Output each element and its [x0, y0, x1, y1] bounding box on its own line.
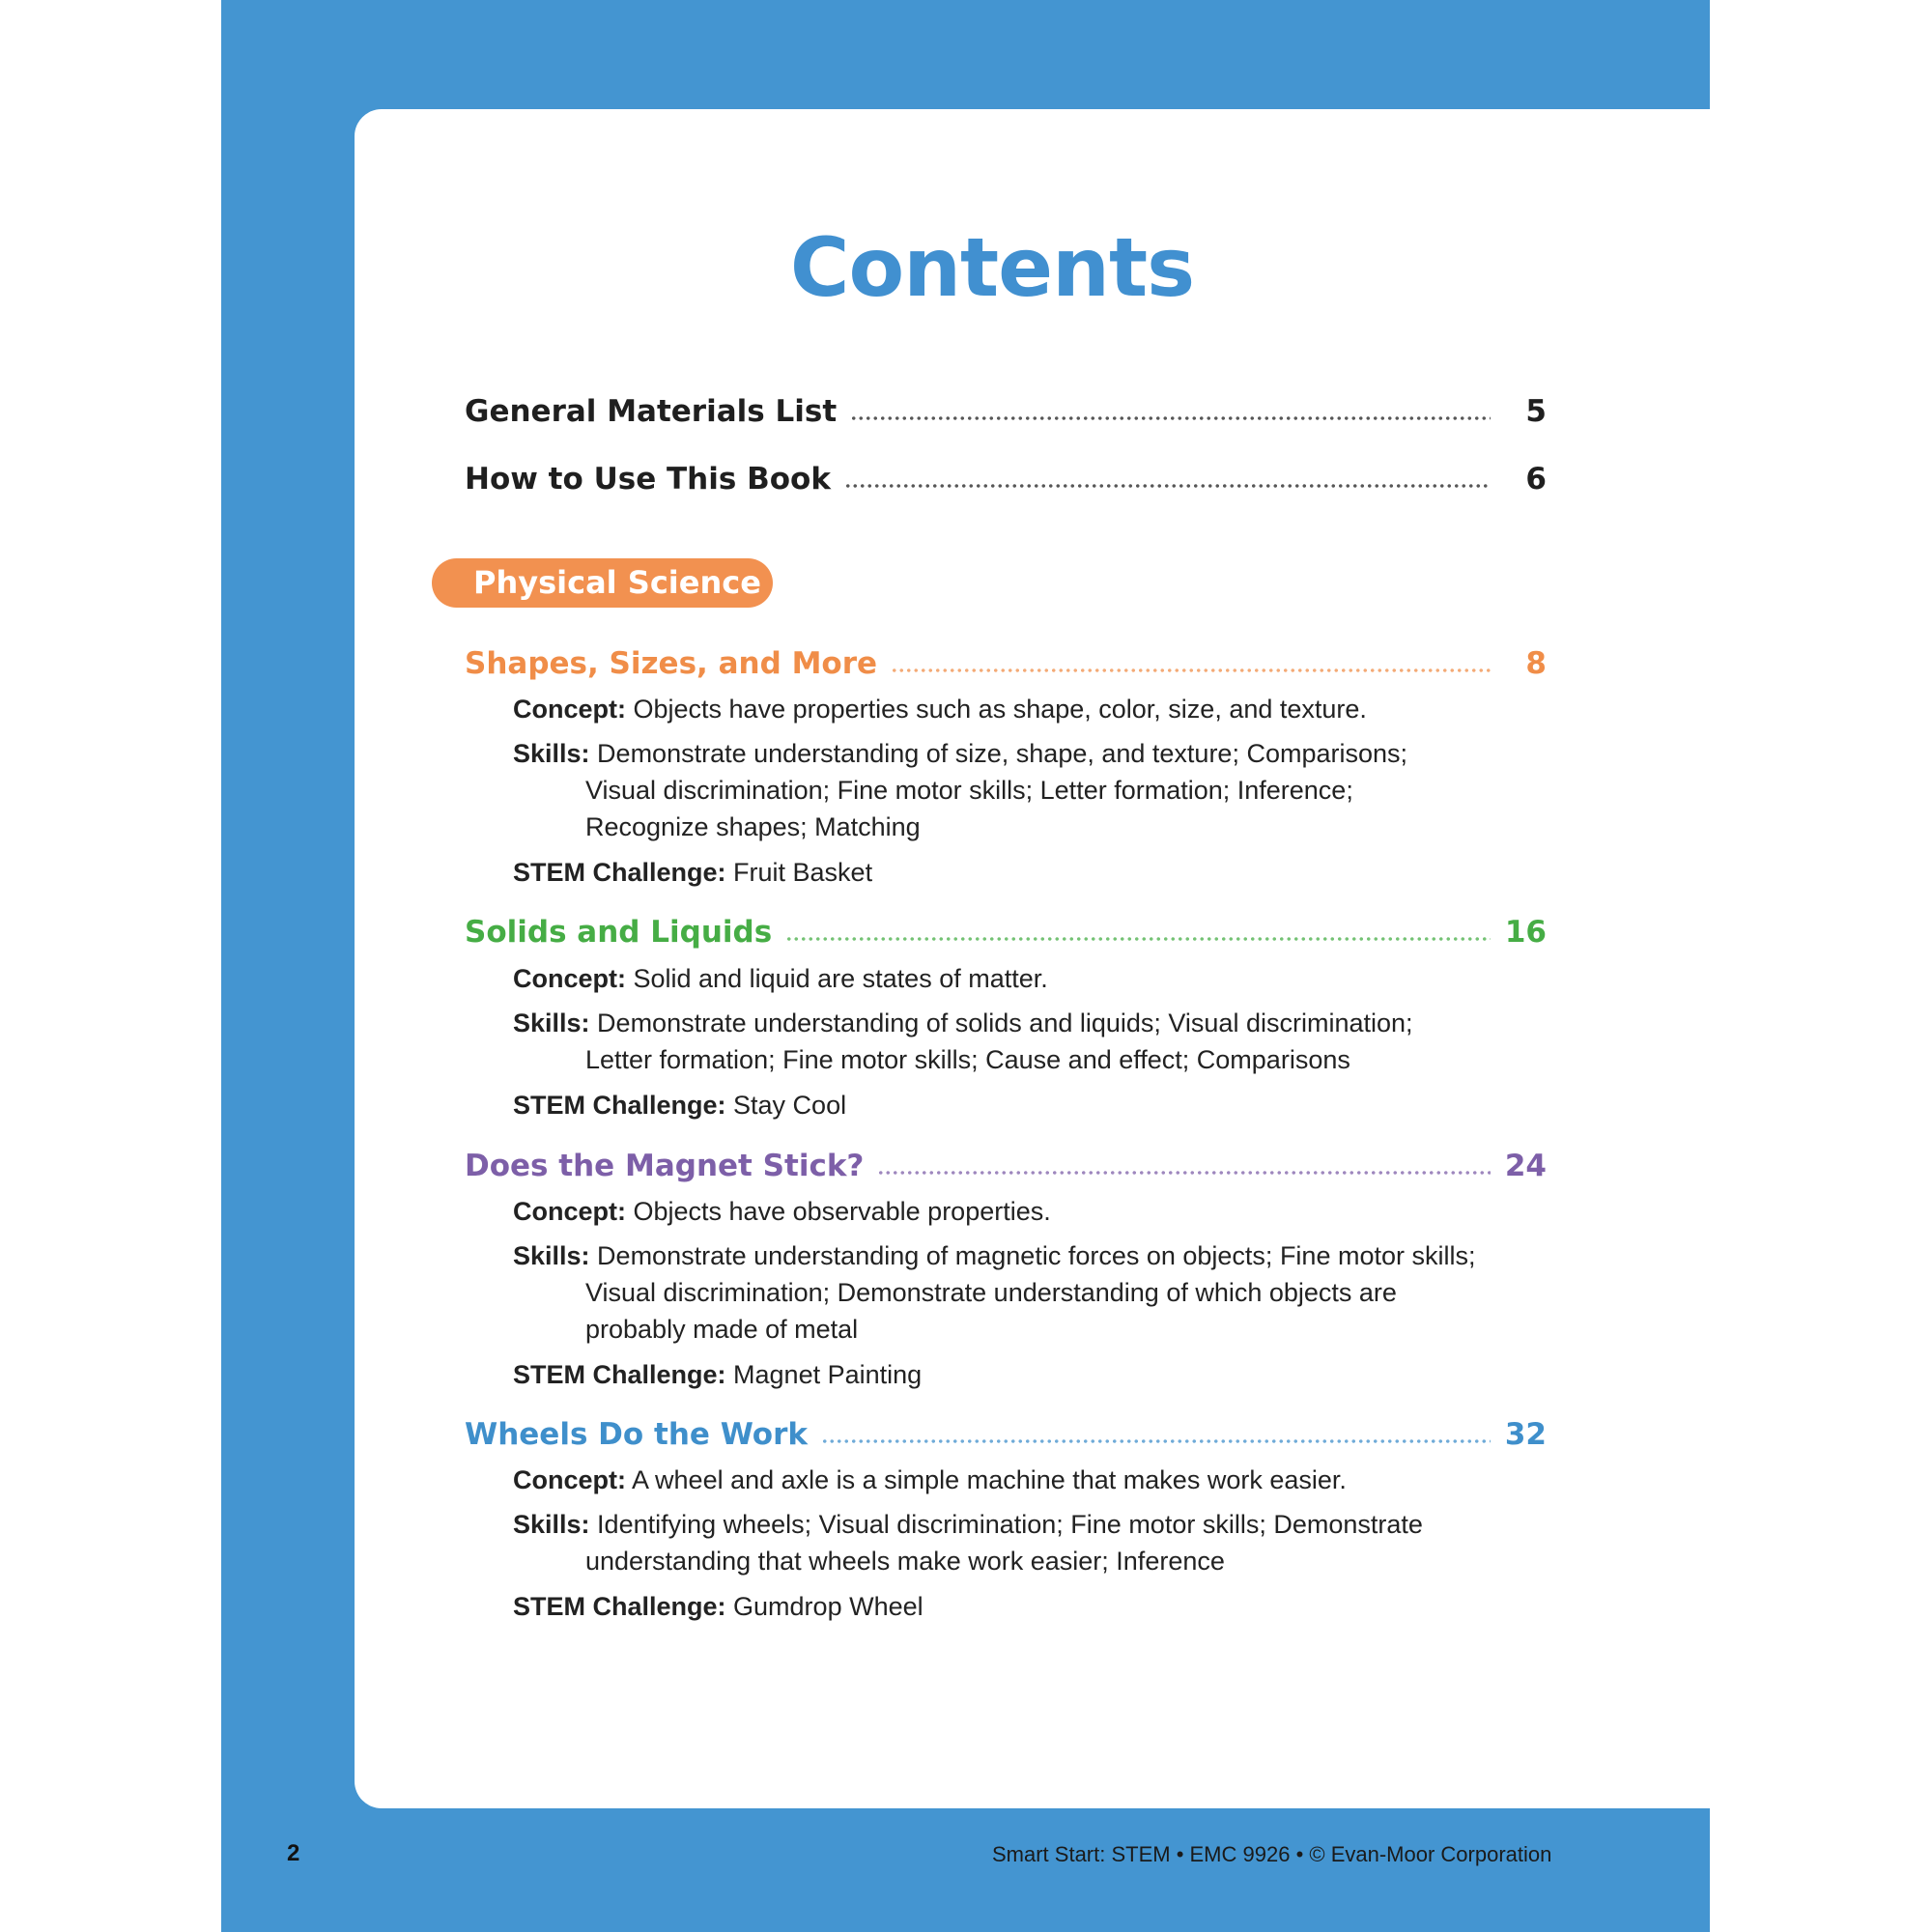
toc-entry-page: 6 [1525, 462, 1547, 497]
unit-page: 16 [1504, 915, 1547, 950]
toc-entry-shapes-sizes[interactable] [465, 642, 1547, 685]
footer-page-number: 2 [287, 1840, 300, 1866]
section-label-physical-science: Physical Science [432, 558, 773, 608]
unit-skills: Skills: Identifying wheels; Visual discrimination; Fine motor skills; Demonstrate understanding that wheels make work easier; Inference [513, 1510, 1423, 1576]
unit-concept: Concept: Solid and liquid are states of matter. [513, 964, 1048, 993]
toc-entry-label: General Materials List [465, 394, 838, 429]
dot-leader [844, 484, 1491, 488]
unit-skills: Skills: Demonstrate understanding of magnetic forces on objects; Fine motor skills; Visual discrimination; Demonstrate understanding of which objects are probably made of metal [513, 1241, 1476, 1344]
toc-entry-label: How to Use This Book [465, 462, 831, 497]
dot-leader [877, 1171, 1491, 1175]
unit-stem-challenge: STEM Challenge: Magnet Painting [513, 1360, 923, 1389]
unit-concept: Concept: Objects have observable properties. [513, 1197, 1051, 1226]
unit-skills: Skills: Demonstrate understanding of size, shape, and texture; Comparisons; Visual discrimination; Fine motor skills; Letter formation; Inference; Recognize shapes; Matching [513, 739, 1408, 841]
unit-page: 32 [1504, 1417, 1547, 1452]
toc-entry-solids-liquids[interactable] [465, 911, 1547, 953]
toc-entry-general-materials[interactable] [465, 390, 1547, 433]
footer-credit: Smart Start: STEM • EMC 9926 • © Evan-Moor Corporation [992, 1842, 1552, 1866]
dot-leader [891, 668, 1491, 672]
unit-title: Solids and Liquids [465, 915, 773, 950]
unit-title: Shapes, Sizes, and More [465, 646, 878, 681]
toc-entry-magnet-stick[interactable] [465, 1145, 1547, 1187]
dot-leader [850, 416, 1491, 420]
dot-leader [821, 1439, 1491, 1443]
unit-title: Does the Magnet Stick? [465, 1149, 865, 1183]
unit-skills: Skills: Demonstrate understanding of solids and liquids; Visual discrimination; Letter formation; Fine motor skills; Cause and effect; Comparisons [513, 1009, 1413, 1074]
unit-page: 24 [1504, 1149, 1547, 1183]
dot-leader [785, 937, 1491, 941]
unit-stem-challenge: STEM Challenge: Stay Cool [513, 1091, 847, 1120]
unit-title: Wheels Do the Work [465, 1417, 809, 1452]
toc-entry-wheels-work[interactable] [465, 1413, 1547, 1456]
unit-concept: Concept: Objects have properties such as shape, color, size, and texture. [513, 695, 1367, 724]
unit-stem-challenge: STEM Challenge: Fruit Basket [513, 858, 873, 887]
toc-entry-page: 5 [1525, 394, 1547, 429]
unit-page: 8 [1525, 646, 1547, 681]
toc-entry-how-to-use[interactable] [465, 458, 1547, 500]
unit-stem-challenge: STEM Challenge: Gumdrop Wheel [513, 1592, 923, 1621]
page-title: Contents [789, 220, 1195, 315]
unit-concept: Concept: A wheel and axle is a simple machine that makes work easier. [513, 1465, 1347, 1494]
